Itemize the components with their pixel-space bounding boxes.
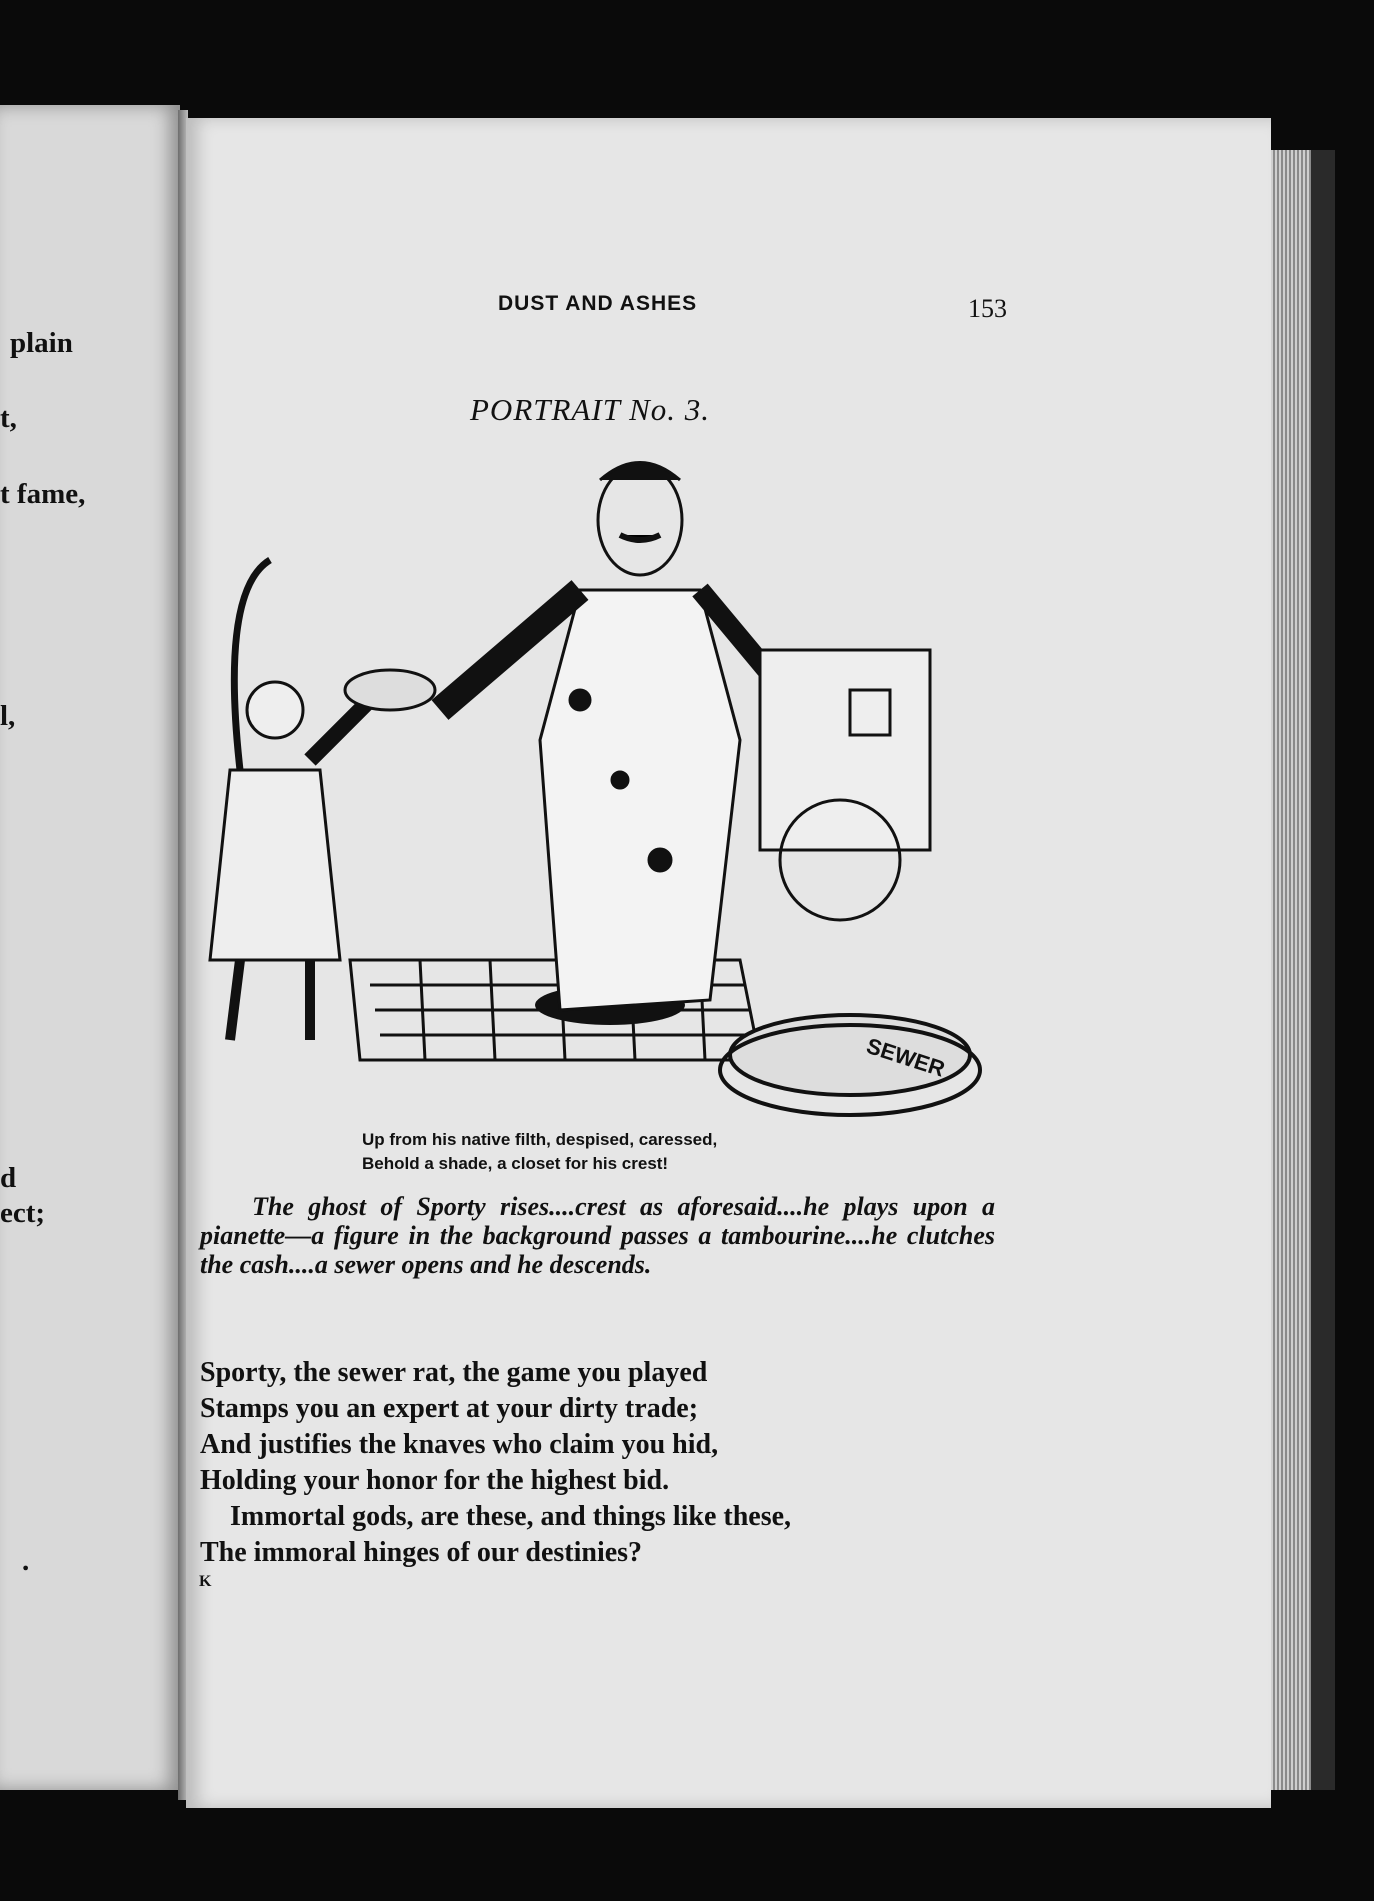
pianette xyxy=(760,650,930,920)
page-edges xyxy=(1271,150,1311,1790)
sewer-cover xyxy=(720,1015,980,1115)
portrait-title: PORTRAIT No. 3. xyxy=(470,392,711,427)
man-figure xyxy=(440,463,800,1011)
page-number: 153 xyxy=(968,294,1007,323)
poem-line: Sporty, the sewer rat, the game you played xyxy=(200,1357,708,1388)
poem-line: And justifies the knaves who claim you hid, xyxy=(200,1429,719,1460)
left-page xyxy=(0,105,180,1790)
caption-line: Up from his native filth, despised, caressed, xyxy=(362,1130,718,1149)
book-edge xyxy=(1311,150,1335,1790)
left-fragment: d xyxy=(0,1162,17,1194)
poem-line: Immortal gods, are these, and things like these, xyxy=(230,1501,792,1532)
sewer-label: SEWER xyxy=(863,1032,948,1082)
left-fragment: t, xyxy=(0,402,17,434)
cartoon-illustration xyxy=(200,440,1020,1130)
poem xyxy=(200,1355,791,1571)
poem-line: The immoral hinges of our destinies? xyxy=(200,1537,643,1568)
left-fragment: plain xyxy=(10,327,73,359)
running-head: DUST AND ASHES xyxy=(498,292,698,315)
caption-line: Behold a shade, a closet for his crest! xyxy=(362,1154,669,1173)
illustration-caption xyxy=(362,1128,717,1176)
left-fragment: ect; xyxy=(0,1197,46,1229)
left-fragment: t fame, xyxy=(0,478,86,510)
poem-line: Holding your honor for the highest bid. xyxy=(200,1465,670,1496)
poem-line: Stamps you an expert at your dirty trade; xyxy=(200,1393,699,1424)
prose-paragraph: The ghost of Sporty rises....crest as aforesaid....he plays upon a pianette—a figure in the background passes a tambourine....he clutches the cash....a sewer opens and he descends. xyxy=(200,1192,995,1279)
left-fragment: l, xyxy=(0,700,16,732)
monkey-figure xyxy=(210,560,435,1040)
signature-mark: K xyxy=(199,1573,212,1590)
left-fragment: . xyxy=(22,1545,30,1577)
